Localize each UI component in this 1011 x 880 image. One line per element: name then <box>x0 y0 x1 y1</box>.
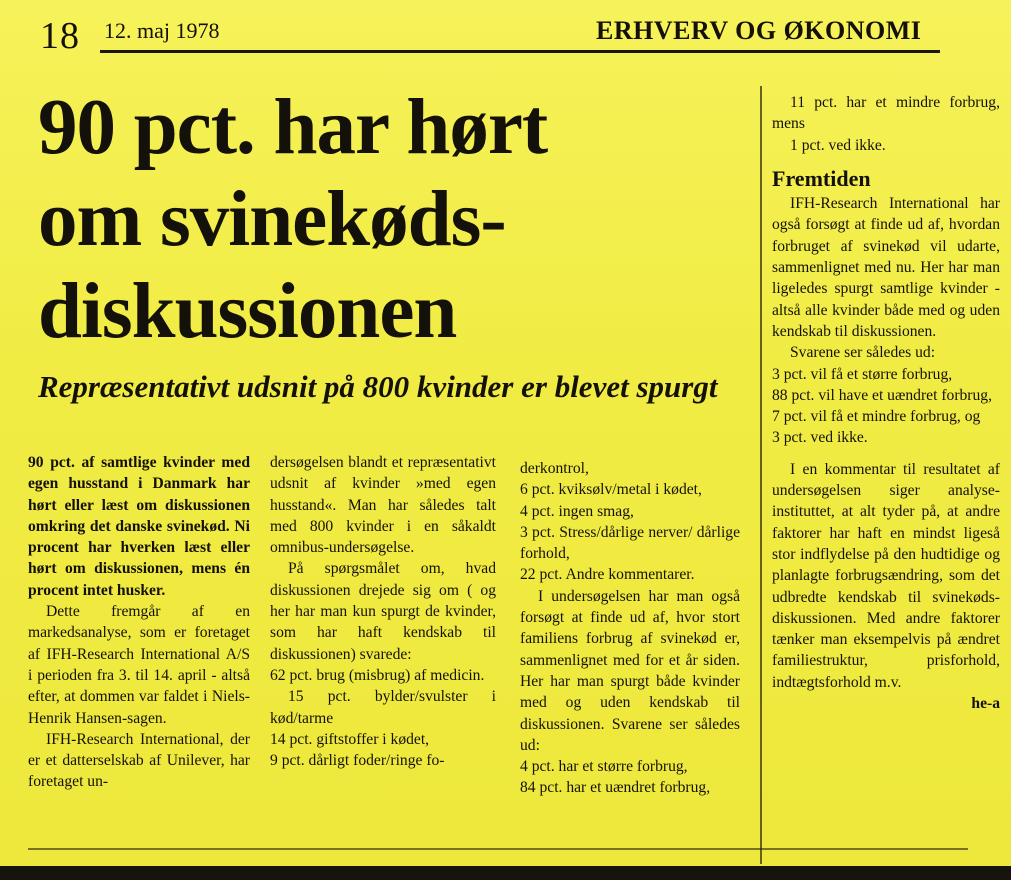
headline-line-1: 90 pct. har hørt <box>38 84 548 171</box>
article-column-4 <box>772 92 1000 714</box>
page-bottom-bar <box>0 866 1011 880</box>
paragraph: På spørgsmålet om, hvad diskussionen drejede sig om ( og her har man kun spurgt de kvinder, som har haft kendskab til diskussionen) svarede: <box>270 560 496 663</box>
article-column-3 <box>520 458 740 799</box>
page-number: 18 <box>40 15 80 57</box>
author-signature: he-a <box>971 695 1000 713</box>
paragraph: dersøgelsen blandt et repræsentativt udsnit af kvinder »med egen husstand«. Man har således talt med 800 kvinder i en såkaldt omnibus-undersøgelse. <box>270 454 496 557</box>
paragraph: Svarene ser således ud: <box>790 344 936 362</box>
result-line: 9 pct. dårligt foder/ringe fo- <box>270 752 445 770</box>
result-line: 14 pct. giftstoffer i kødet, <box>270 730 430 748</box>
headline <box>38 82 738 358</box>
result-line: 4 pct. har et større forbrug, <box>520 758 688 776</box>
section-title: ERHVERV OG ØKONOMI <box>596 16 922 45</box>
section-heading: Fremtiden <box>772 165 871 191</box>
paragraph: IFH-Research International, der er et datterselskab af Unilever, har foretaget un- <box>28 730 250 791</box>
result-line: 4 pct. ingen smag, <box>520 502 634 520</box>
result-line: 7 pct. vil få et mindre forbrug, og <box>772 408 981 426</box>
paragraph: I en kommentar til resultatet af undersøgelsen siger analyse-instituttet, at alt tyder på, at andre faktorer har haft en mindst ligeså stor indflydelse på den hudtidige og planlagte forbrugsændring, som det udbredte kendskab til svinekøds-diskussionen. Med andre faktorer tænker man eksempelvis på ændret familiestruktur, prisforhold, indtægtsforhold m.v. <box>772 460 1000 691</box>
result-line: 15 pct. bylder/svulster i kød/tarme <box>270 688 496 727</box>
paragraph: I undersøgelsen har man også forsøgt at finde ud af, hvor stort familiens forbrug af svinekød er, sammenlignet med for et år siden. Her har man spurgt både kvinder med og uden kendskab til diskussionen. Svarene ser således ud: <box>520 587 740 754</box>
result-line: 84 pct. har et uændret forbrug, <box>520 779 711 797</box>
result-line: 22 pct. Andre kommentarer. <box>520 566 695 584</box>
result-line: 62 pct. brug (misbrug) af medicin. <box>270 666 485 684</box>
article-column-2 <box>270 452 496 771</box>
paragraph: IFH-Research International har også forsøgt at finde ud af, hvordan forbruget af svinekød vil udarte, sammenlignet med nu. Her har man ligeledes spurgt samtlige kvinder - altså alle kvinder både med og uden kendskab til diskussionen. <box>772 195 1000 340</box>
bottom-rule <box>28 848 968 850</box>
headline-line-3: diskussionen <box>38 268 457 355</box>
article-column-1 <box>28 452 250 793</box>
column-divider <box>760 86 762 864</box>
lead-paragraph: 90 pct. af samtlige kvinder med egen husstand i Danmark har hørt eller læst om diskussionen omkring det danske svinekød. Ni procent har hverken læst eller hørt om diskussionen, mens én procent intet husker. <box>28 454 250 599</box>
issue-date: 12. maj 1978 <box>104 18 220 43</box>
paragraph: Dette fremgår af en markedsanalyse, som er foretaget af IFH-Research International A/S i perioden fra 3. til 14. april - altså efter, at dommen var faldet i Niels-Henrik Hansen-sagen. <box>28 603 250 727</box>
result-line: 3 pct. vil få et større forbrug, <box>772 365 953 383</box>
result-line: 3 pct. Stress/dårlige nerver/ dårlige forhold, <box>520 523 740 563</box>
spacer <box>772 449 1000 459</box>
result-line: derkontrol, <box>520 460 589 477</box>
masthead-rule <box>100 50 940 53</box>
result-line: 1 pct. ved ikke. <box>790 136 886 154</box>
result-line: 88 pct. vil have et uændret forbrug, <box>772 386 992 404</box>
headline-line-2: om svinekøds- <box>38 176 506 263</box>
subheadline: Repræsentativt udsnit på 800 kvinder er blevet spurgt <box>38 369 718 404</box>
result-line: 6 pct. kviksølv/metal i kødet, <box>520 481 702 499</box>
result-line: 11 pct. har et mindre forbrug, mens <box>772 94 1000 133</box>
result-line: 3 pct. ved ikke. <box>772 429 868 447</box>
